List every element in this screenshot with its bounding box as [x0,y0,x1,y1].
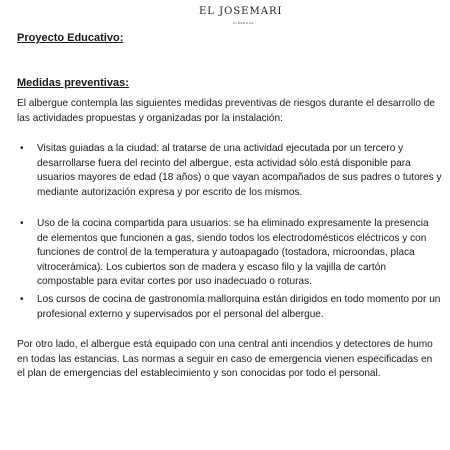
closing-paragraph: Por otro lado, el albergue está equipado con una central anti incendios y detectores de humo en todas las estancias. Las normas a seguir en caso de emergencia vienen especificadas en el plan de emergencias del establecimiento y son conocidas por todo el personal. [17,339,433,379]
bullet-text: Visitas guiadas a la ciudad: al tratarse de una actividad ejecutada por un tercero y desarrollarse fuera del recinto del albergue, esta actividad sólo está disponible para usuarios mayores de edad (18 años) o que vayan acompañados de sus padres o tutores y mediante autorización expresa y por escrito de los mismos. [37,143,442,198]
bullet-icon: • [20,218,24,229]
bullet-text: Uso de la cocina compartida para usuarios: se ha eliminado expresamente la presencia de elementos que funcionen a gas, siendo todos los electrodomésticos eléctricos y con funciones de control de la temperatura y autoapagado (tostadora, microondas, placa vitrocerámica). Los cubiertos son de madera y escaso filo y la vajilla de cartón compostable para evitar cortes por uso inadecuado o roturas. [37,218,429,287]
bullet-icon: • [20,294,24,305]
intro-paragraph: El albergue contempla las siguientes medidas preventivas de riesgos durante el desarrollo de las actividades propuestas y organizadas por la instalación: [17,98,436,124]
subsection-title: Medidas preventivas: [17,77,129,89]
section-title: Proyecto Educativo: [17,32,124,44]
logo-subtext: ALBERGUE [233,21,255,25]
logo-wordmark: EL JOSEMARI [199,6,283,17]
bullet-icon: • [20,143,24,154]
bullet-text: Los cursos de cocina de gastronomía mallorquina están dirigidos en todo momento por un profesional externo y supervisados por el personal del albergue. [37,294,441,320]
